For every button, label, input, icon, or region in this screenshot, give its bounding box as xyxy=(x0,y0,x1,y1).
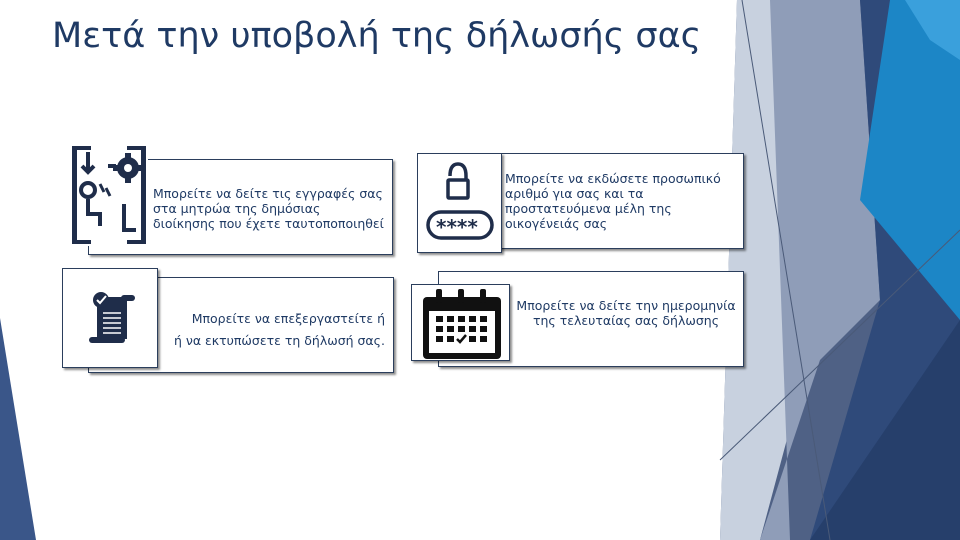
card-edit-print-line2: ή να εκτυπώσετε τη δήλωσή σας. xyxy=(173,333,385,348)
lock-password-icon xyxy=(417,153,502,253)
card-personal-number-text: Μπορείτε να εκδώσετε προσωπικό αριθμό για σας και τα προστατευόμενα μέλη της οικογένειάς σας xyxy=(505,171,721,231)
calendar-icon xyxy=(411,284,510,361)
left-accent-triangle xyxy=(0,318,36,540)
slide-title: Μετά την υποβολή της δήλωσής σας xyxy=(52,16,702,56)
card-registries-text: Μπορείτε να δείτε τις εγγραφές σας στα μητρώα της δημόσιας διοίκησης που έχετε ταυτοποποιηθεί xyxy=(153,186,384,231)
card-last-declaration-date-text: Μπορείτε να δείτε την ημερομηνία της τελευταίας σας δήλωσης xyxy=(516,298,736,328)
card-edit-print-line1: Μπορείτε να επεξεργαστείτε ή xyxy=(191,311,385,326)
workflow-gear-icon xyxy=(70,144,148,246)
approved-document-icon xyxy=(62,268,158,368)
svg-text:****: **** xyxy=(436,215,478,239)
